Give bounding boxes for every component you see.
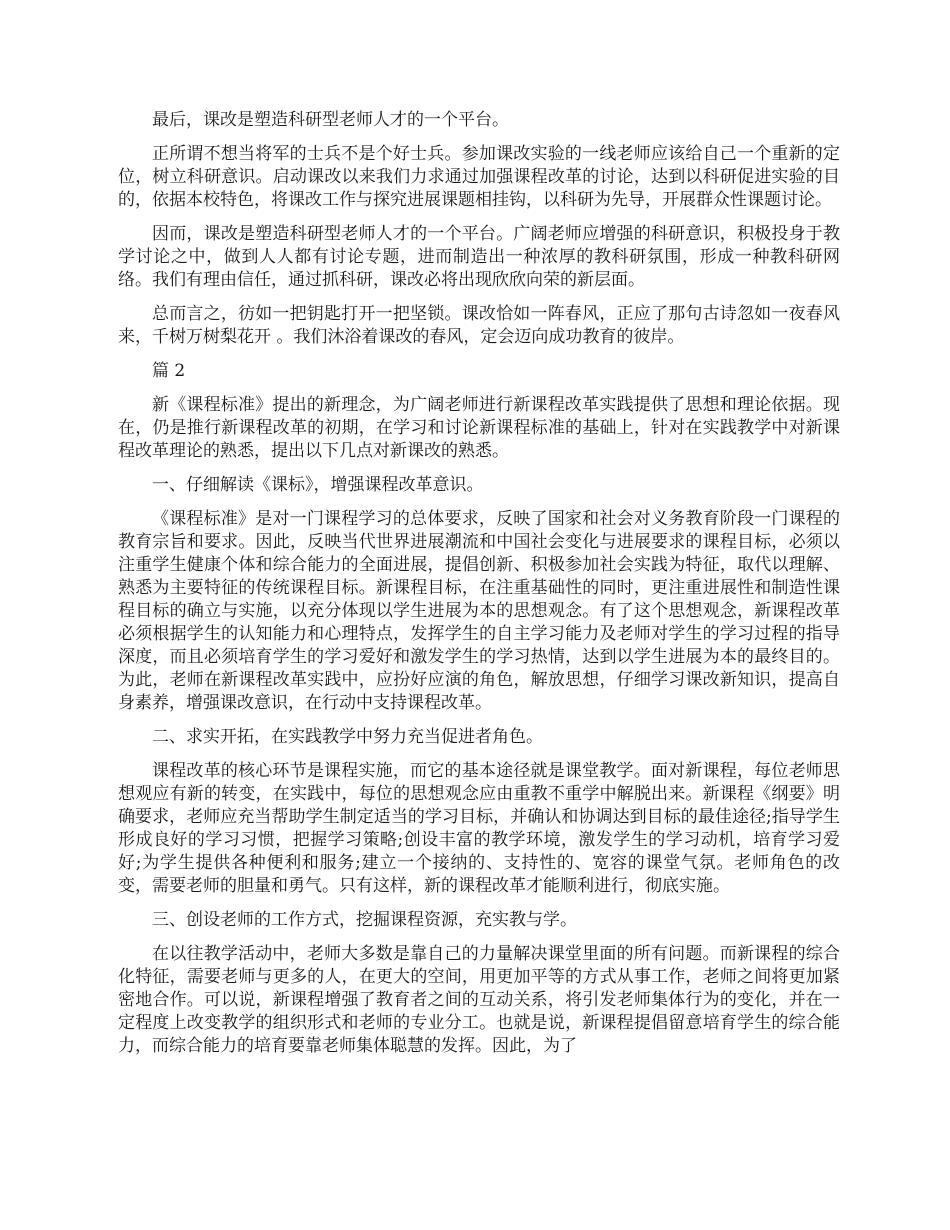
paragraph: 在以往教学活动中，老师大多数是靠自己的力量解决课堂里面的所有问题。而新课程的综合化特征，需要老师与更多的人，在更大的空间，用更加平等的方式从事工作，老师之间将更加紧密地合作。可以说，新课程增强了教育者之间的互动关系，将引发老师集体行为的变化，并在一定程度上改变教学的组织形式和老师的专业分工。也就是说，新课程提倡留意培育学生的综合能力，而综合能力的培育要靠老师集体聪慧的发挥。因此，为了 xyxy=(118,944,840,1056)
paragraph: 最后，课改是塑造科研型老师人才的一个平台。 xyxy=(152,110,509,130)
paragraph: 《课程标准》是对一门课程学习的总体要求，反映了国家和社会对义务教育阶段一门课程的教育宗旨和要求。因此，反映当代世界进展潮流和中国社会变化与进展要求的课程目标，必须以注重学生健康个体和综合能力的全面进展，提倡创新、积极参加社会实践为特征，取代以理解、熟悉为主要特征的传统课程目标。新课程目标，在注重基础性的同时，更注重进展性和制造性课程目标的确立与实施，以充分体现以学生进展为本的思想观念。有了这个思想观念，新课程改革必须根据学生的认知能力和心理特点，发挥学生的自主学习能力及老师对学生的学习过程的指导深度，而且必须培育学生的学习爱好和激发学生的学习热情，达到以学生进展为本的最终目的。为此，老师在新课程改革实践中，应扮好应演的角色，解放思想，仔细学习课改新知识，提高自身素养，增强课改意识，在行动中支持课程改革。 xyxy=(118,509,840,713)
section-heading: 篇 2 xyxy=(152,361,186,381)
paragraph: 正所谓不想当将军的士兵不是个好士兵。参加课改实验的一线老师应该给自己一个重新的定位，树立科研意识。启动课改以来我们力求通过加强课程改革的讨论，达到以科研促进实验的目的，依据本校特色，将课改工作与探究进展课题相挂钩，以科研为先导，开展群众性课题讨论。 xyxy=(118,144,840,210)
paragraph: 新《课程标准》提出的新理念，为广阔老师进行新课程改革实践提供了思想和理论依据。现在，仍是推行新课程改革的初期，在学习和讨论新课程标准的基础上，针对在实践教学中对新课程改革理论的熟悉，提出以下几点对新课改的熟悉。 xyxy=(118,395,840,461)
paragraph: 课程改革的核心环节是课程实施，而它的基本途径就是课堂教学。面对新课程，每位老师思想观应有新的转变，在实践中，每位的思想观念应由重教不重学中解脱出来。新课程《纲要》明确要求，老师应充当帮助学生制定适当的学习目标，并确认和协调达到目标的最佳途径;指导学生形成良好的学习习惯，把握学习策略;创设丰富的教学环境，激发学生的学习动机，培育学习爱好;为学生提供各种便利和服务;建立一个接纳的、支持性的、宽容的课堂气氛。老师角色的改变，需要老师的胆量和勇气。只有这样，新的课程改革才能顺利进行，彻底实施。 xyxy=(118,761,840,896)
subheading: 一、仔细解读《课标》，增强课程改革意识。 xyxy=(152,475,484,495)
paragraph: 总而言之，彷如一把钥匙打开一把坚锁。课改恰如一阵春风，正应了那句古诗忽如一夜春风来，千树万树梨花开 。我们沐浴着课改的春风，定会迈向成功教育的彼岸。 xyxy=(118,304,840,347)
subheading: 三、创设老师的工作方式，挖掘课程资源，充实教与学。 xyxy=(152,910,577,930)
paragraph: 因而，课改是塑造科研型老师人才的一个平台。广阔老师应增强的科研意识，积极投身于教学讨论之中，做到人人都有讨论专题，进而制造出一种浓厚的教科研氛围，形成一种教科研网络。我们有理由信任，通过抓科研，课改必将出现欣欣向荣的新层面。 xyxy=(118,224,840,290)
document-body xyxy=(118,109,840,1069)
subheading: 二、求实开拓，在实践教学中努力充当促进者角色。 xyxy=(152,727,543,747)
